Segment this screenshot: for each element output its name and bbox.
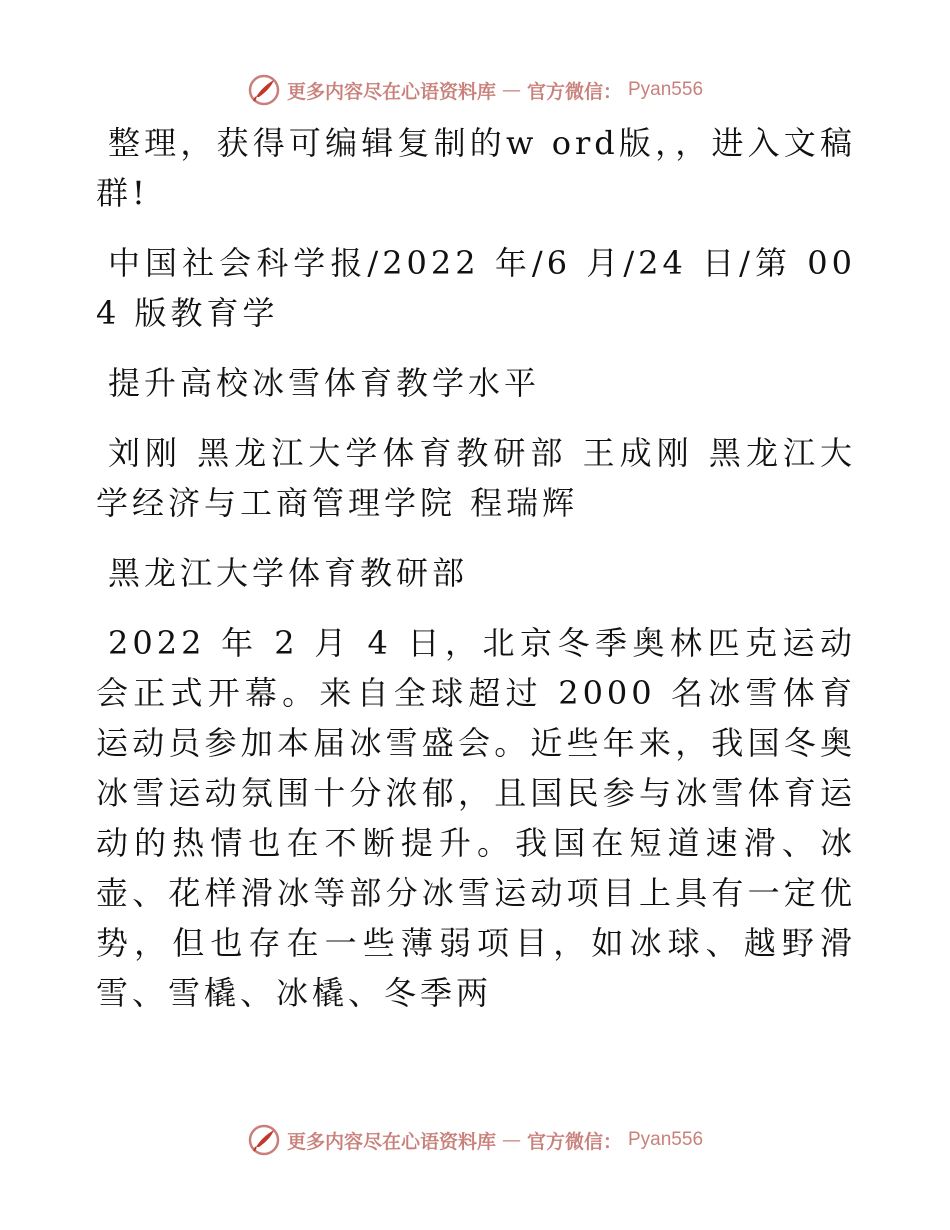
quill-circle-icon <box>247 1123 281 1157</box>
header-banner-official: 官方微信： <box>526 80 622 103</box>
footer-banner-dash: — <box>501 1129 521 1151</box>
body-paragraph-source: 中国社会科学报/2022 年/6 月/24 日/第 004 版教育学 <box>96 244 856 332</box>
footer-banner <box>0 1120 950 1160</box>
header-banner-text: 更多内容尽在心语资料库 <box>286 80 496 103</box>
article-affiliation: 黑龙江大学体育教研部 <box>108 554 469 592</box>
document-body <box>96 118 856 1038</box>
body-paragraph-main: 2022 年 2 月 4 日，北京冬季奥林匹克运动会正式开幕。来自全球超过 2000 名冰雪体育运动员参加本届冰雪盛会。近些年来，我国冬奥冰雪运动氛围十分浓郁，且国民参与冰雪体育运动的热情也在不断提升。我国在短道速滑、冰壶、花样滑冰等部分冰雪运动项目上具有一定优势，但也存在一些薄弱项目，如冰球、越野滑雪、雪橇、冰橇、冬季两 <box>96 624 856 1012</box>
body-paragraph-intro: 整理，获得可编辑复制的w ord版，，进入文稿群! <box>96 124 856 212</box>
header-banner-dash: — <box>501 79 521 101</box>
header-banner-wechat-id: Pyan556 <box>628 79 704 100</box>
article-title: 提升高校冰雪体育教学水平 <box>108 364 541 402</box>
header-banner <box>0 70 950 110</box>
article-authors: 刘刚 黑龙江大学体育教研部 王成刚 黑龙江大学经济与工商管理学院 程瑞辉 <box>96 434 856 522</box>
quill-circle-icon <box>247 73 281 107</box>
footer-banner-official: 官方微信： <box>526 1130 622 1153</box>
footer-banner-wechat-id: Pyan556 <box>628 1129 704 1150</box>
footer-banner-text: 更多内容尽在心语资料库 <box>286 1130 496 1153</box>
